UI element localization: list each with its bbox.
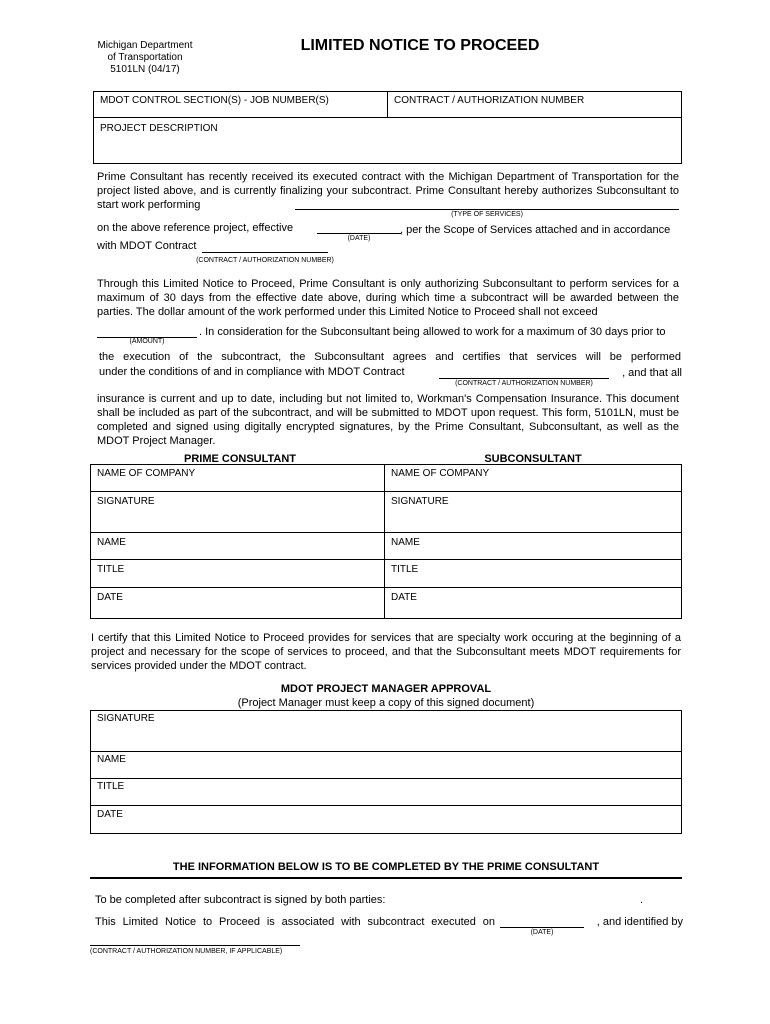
divider [90,559,682,560]
date-caption: (DATE) [347,235,371,242]
footer-line2-end: , and identified by [596,916,683,928]
consideration-text: . In consideration for the Subconsultant being allowed to work for a maximum of 30 days prior to [199,326,666,338]
sub-date-field[interactable]: DATE [391,592,417,603]
amount-caption: (AMOUNT) [129,338,165,345]
footer-line1: To be completed after subcontract is signed by both parties: [95,894,386,906]
and-that-all-text: , and that all [622,367,682,379]
insurance-paragraph: insurance is current and up to date, including but not limited to, Workman's Compensation Insurance. This document shall be included as part of the subcontract, and will be submitted to MDOT upon request. This form, 5101LN, must be completed and signed using digitally encrypted signatures, by the Prime Consultant, Subconsultant, as well as the MDOT Project Manager. [97,393,679,447]
divider [387,91,388,118]
divider [90,877,682,879]
form-number: 5101LN (04/17) [110,64,180,75]
agency-name [80,40,210,76]
type-of-services-blank[interactable] [295,209,679,210]
conditions-text: under the conditions of and in compliance with MDOT Contract [99,366,405,378]
contract-caption-2: (CONTRACT / AUTHORIZATION NUMBER) [455,380,593,387]
approval-table [90,710,682,834]
approval-date-field[interactable]: DATE [97,809,123,820]
sub-signature-field[interactable]: SIGNATURE [391,496,449,507]
contract-number-field[interactable]: CONTRACT / AUTHORIZATION NUMBER [394,95,585,106]
prime-signature-field[interactable]: SIGNATURE [97,496,155,507]
agency-line2: of Transportation [107,52,183,63]
prime-company-field[interactable]: NAME OF COMPANY [97,468,196,479]
prime-name-field[interactable]: NAME [97,537,126,548]
prime-title-field[interactable]: TITLE [97,564,125,575]
contract-number-blank-2[interactable] [439,378,609,379]
effective-date-blank[interactable] [317,233,401,234]
footer-line2: This Limited Notice to Proceed is associated with subcontract executed on [95,916,495,928]
footer-line1-end: . [640,894,644,906]
subcontract-date-blank[interactable] [500,927,584,928]
agency-line1: Michigan Department [97,40,193,51]
sub-title-field[interactable]: TITLE [391,564,419,575]
divider [90,532,682,533]
authorization-paragraph: Prime Consultant has recently received its executed contract with the Michigan Department of Transportation for the project listed above, and is currently finalizing your subcontract. Prime Consultant hereby authorizes Subconsultant to start work performing [97,171,679,211]
sub-company-field[interactable]: NAME OF COMPANY [391,468,490,479]
sub-name-field[interactable]: NAME [391,537,420,548]
certify-paragraph: I certify that this Limited Notice to Proceed provides for services that are specialty work occuring at the beginning of a project and necessary for the scope of services to proceed, and that the Subconsultant meets MDOT requirements for services provided under the MDOT contract. [91,632,681,672]
prime-consultant-heading: PRIME CONSULTANT [183,453,297,465]
footer-heading: THE INFORMATION BELOW IS TO BE COMPLETED BY THE PRIME CONSULTANT [172,861,600,873]
approval-title-field[interactable]: TITLE [97,781,125,792]
page-title: LIMITED NOTICE TO PROCEED [300,37,540,54]
with-contract-text: with MDOT Contract [97,240,197,252]
divider [90,805,682,806]
effective-text: on the above reference project, effective [97,222,294,234]
signature-table [90,464,682,619]
contract-id-blank[interactable] [90,945,300,946]
execution-text: the execution of the subcontract, the Subconsultant agrees and certifies that services will be performed [99,351,681,363]
approval-subheading: (Project Manager must keep a copy of this signed document) [237,697,535,709]
divider [90,587,682,588]
approval-signature-field[interactable]: SIGNATURE [97,713,155,724]
footer-contract-caption: (CONTRACT / AUTHORIZATION NUMBER, IF APPLICABLE) [90,948,283,955]
project-description-field[interactable]: PROJECT DESCRIPTION [100,123,218,134]
footer-date-caption: (DATE) [530,929,554,936]
approval-name-field[interactable]: NAME [97,754,126,765]
divider [90,751,682,752]
divider [90,491,682,492]
subconsultant-heading: SUBCONSULTANT [484,453,582,465]
type-of-services-caption: (TYPE OF SERVICES) [451,211,523,218]
contract-number-blank[interactable] [202,252,328,253]
divider [384,464,385,619]
contract-caption: (CONTRACT / AUTHORIZATION NUMBER) [196,257,334,264]
scope-text: , per the Scope of Services attached and in accordance [400,224,671,236]
approval-heading: MDOT PROJECT MANAGER APPROVAL [280,683,492,695]
limited-paragraph: Through this Limited Notice to Proceed, Prime Consultant is only authorizing Subconsultant to perform services for a maximum of 30 days from the effective date above, during which time a subcontract will be awarded between the parties. The dollar amount of the work performed under this Limited Notice to Proceed shall not exceed [97,278,679,318]
control-section-field[interactable]: MDOT CONTROL SECTION(S) - JOB NUMBER(S) [100,95,329,106]
prime-date-field[interactable]: DATE [97,592,123,603]
divider [90,778,682,779]
